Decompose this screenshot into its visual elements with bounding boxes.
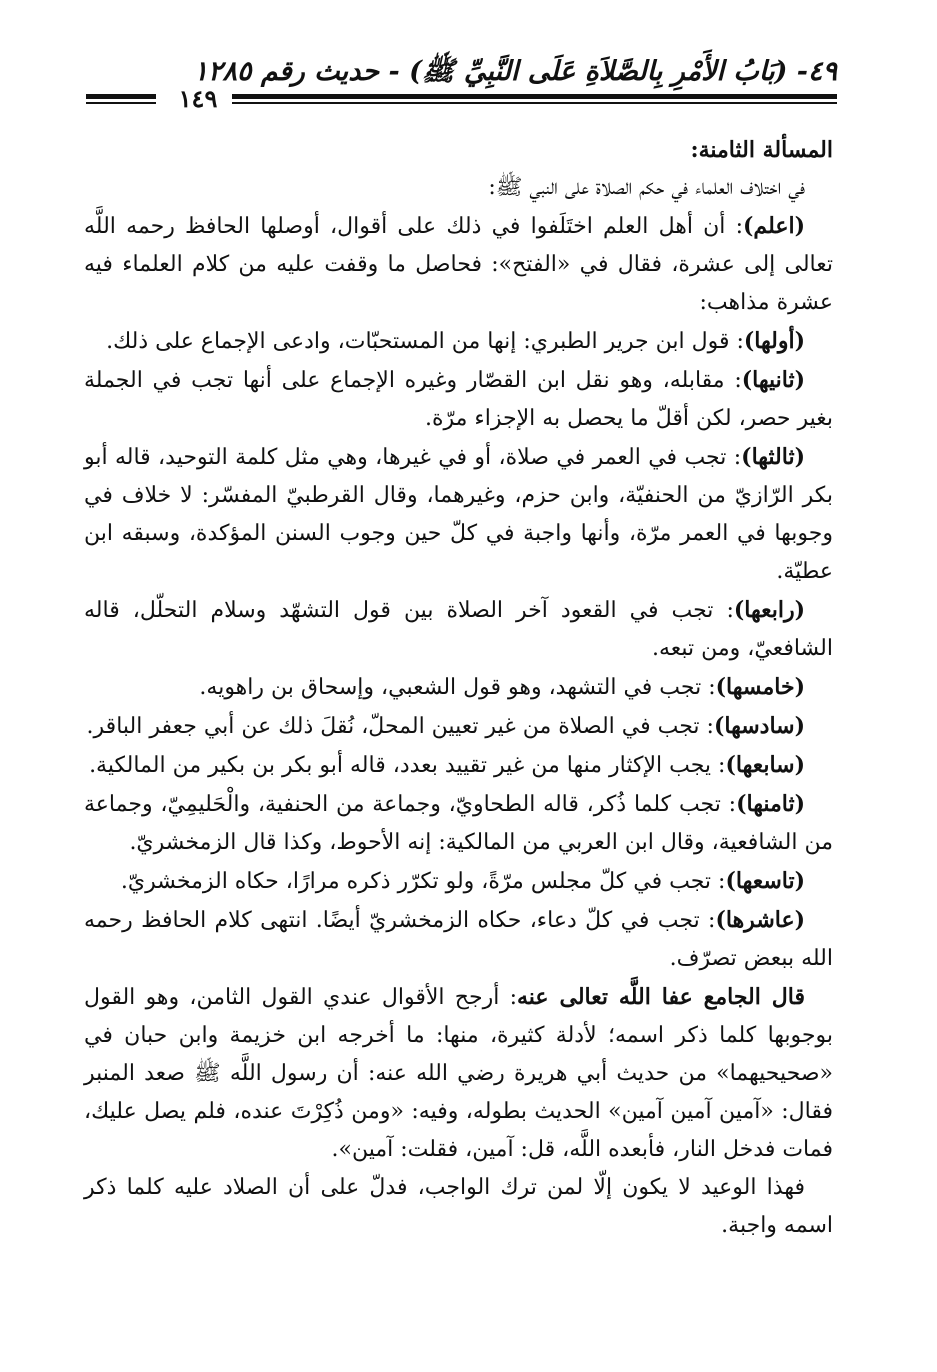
opinion-text: : مقابله، وهو نقل ابن القصّار وغيره الإجماع على أنها تجب في الجملة بغير حصر، لكن أقلّ ما يحصل به الإجزاء مرّة. <box>84 368 833 431</box>
section-heading: المسألة الثامنة: <box>690 137 833 163</box>
paragraph-alam <box>84 207 833 322</box>
opinion-9 <box>84 862 833 901</box>
opinion-7 <box>84 746 833 785</box>
opinion-text: : تجب في كلّ مجلس مرّةً، ولو تكرّر ذكره مرارًا، حكاه الزمخشريّ. <box>120 869 726 894</box>
opinion-term: (أولها) <box>743 328 805 354</box>
page-number: ١٤٩ <box>178 84 218 113</box>
opinion-text: : تجب كلما ذُكر، قاله الطحاويّ، وجماعة من الحنفية، والْحَليمِيّ، وجماعة من الشافعية، وقال ابن العربي من المالكية: إنه الأحوط، وكذا قال الزمخشريّ. <box>84 792 833 855</box>
opinion-term: (سابعها) <box>725 752 805 778</box>
header-rule-left-thick <box>86 94 156 99</box>
opinion-text: : تجب في العمر في صلاة، أو في غيرها، وهي مثل كلمة التوحيد، قاله أبو بكر الرّازيّ من الحنفيّة، وابن حزم، وغيرهما، وقال القرطبيّ المفسّر: لا خلاف في وجوبها في العمر مرّة، وأنها واجبة في كلّ حين وجوب السنن المؤكدة، وسبقه ابن عطيّة. <box>84 445 833 584</box>
opinion-term: (خامسها) <box>715 674 805 700</box>
opinion-6 <box>84 707 833 746</box>
opinion-term: (سادسها) <box>713 713 805 739</box>
opinion-term: (ثامنها) <box>736 791 805 817</box>
opinion-3 <box>84 438 833 591</box>
opinion-2 <box>84 361 833 438</box>
opinion-term: (عاشرها) <box>715 907 805 933</box>
compiler-term: قال الجامع عفا اللَّه تعالى عنه <box>517 984 805 1010</box>
conclusion-paragraph: فهذا الوعيد لا يكون إلّا لمن ترك الواجب، فدلّ على أن الصلاد عليه كلما ذكر اسمه واجبة. <box>84 1175 833 1238</box>
header-rule-left-thin <box>86 102 156 104</box>
opinion-8 <box>84 785 833 862</box>
opinion-term: (تاسعها) <box>725 868 805 894</box>
opinion-5 <box>84 668 833 707</box>
opinion-term: (ثالثها) <box>741 444 805 470</box>
term-alam: (اعلم) <box>743 213 805 239</box>
opinion-term: (رابعها) <box>733 597 805 623</box>
running-header-title: ٤٩- (بَابُ الأَمْرِ بِالصَّلاَةِ عَلَى النَّبِيِّ ﷺ) - حديث رقم ١٢٨٥ <box>193 56 837 87</box>
main-text <box>84 131 833 1245</box>
opinion-text: : تجب في كلّ دعاء، حكاه الزمخشريّ أيضًا. انتهى كلام الحافظ رحمه الله ببعض تصرّف. <box>84 908 833 971</box>
compiler-opinion <box>84 978 833 1169</box>
opinion-term: (ثانيها) <box>741 367 805 393</box>
header-rule-thin <box>232 102 837 104</box>
opinion-text: : تجب في التشهد، وهو قول الشعبي، وإسحاق بن راهويه. <box>199 675 716 700</box>
opinion-4 <box>84 591 833 668</box>
compiler-text: : أرجح الأقوال عندي القول الثامن، وهو القول بوجوبها كلما ذكر اسمه؛ لأدلة كثيرة، منها: ما أخرجه ابن خزيمة وابن حبان في «صحيحيهما» من حديث أبي هريرة رضي الله عنه: أن رسول اللَّه ﷺ صعد المنبر فقال: «آمين آمين آمين» الحديث بطوله، وفيه: «ومن ذُكِرْتَ عنده، فلم يصل عليك، فمات فدخل النار، فأبعده اللَّه، قل: آمين، فقلت: آمين». <box>84 985 833 1162</box>
intro-paragraph: في اختلاف العلماء في حكم الصلاة على النبي ﷺ: <box>488 175 805 200</box>
opinion-text: : تجب في الصلاة من غير تعيين المحلّ، نُقلَ ذلك عن أبي جعفر الباقر. <box>86 714 714 739</box>
header-rule-thick <box>232 94 837 99</box>
opinion-text: : يجب الإكثار منها من غير تقييد بعدد، قاله أبو بكر بن بكير من المالكية. <box>89 753 726 778</box>
opinion-1 <box>84 322 833 361</box>
opinion-10 <box>84 901 833 978</box>
opinion-text: : قول ابن جرير الطبري: إنها من المستحبّات، وادعى الإجماع على ذلك. <box>106 329 744 354</box>
opinion-text: : تجب في القعود آخر الصلاة بين قول التشهّد وسلام التحلّل، قاله الشافعيّ، ومن تبعه. <box>84 598 833 661</box>
text-alam: : أن أهل العلم اختَلَفوا في ذلك على أقوال، أوصلها الحافظ رحمه اللَّه تعالى إلى عشرة، فقال في «الفتح»: فحاصل ما وقفت عليه من كلام العلماء فيه عشرة مذاهب: <box>84 214 833 315</box>
